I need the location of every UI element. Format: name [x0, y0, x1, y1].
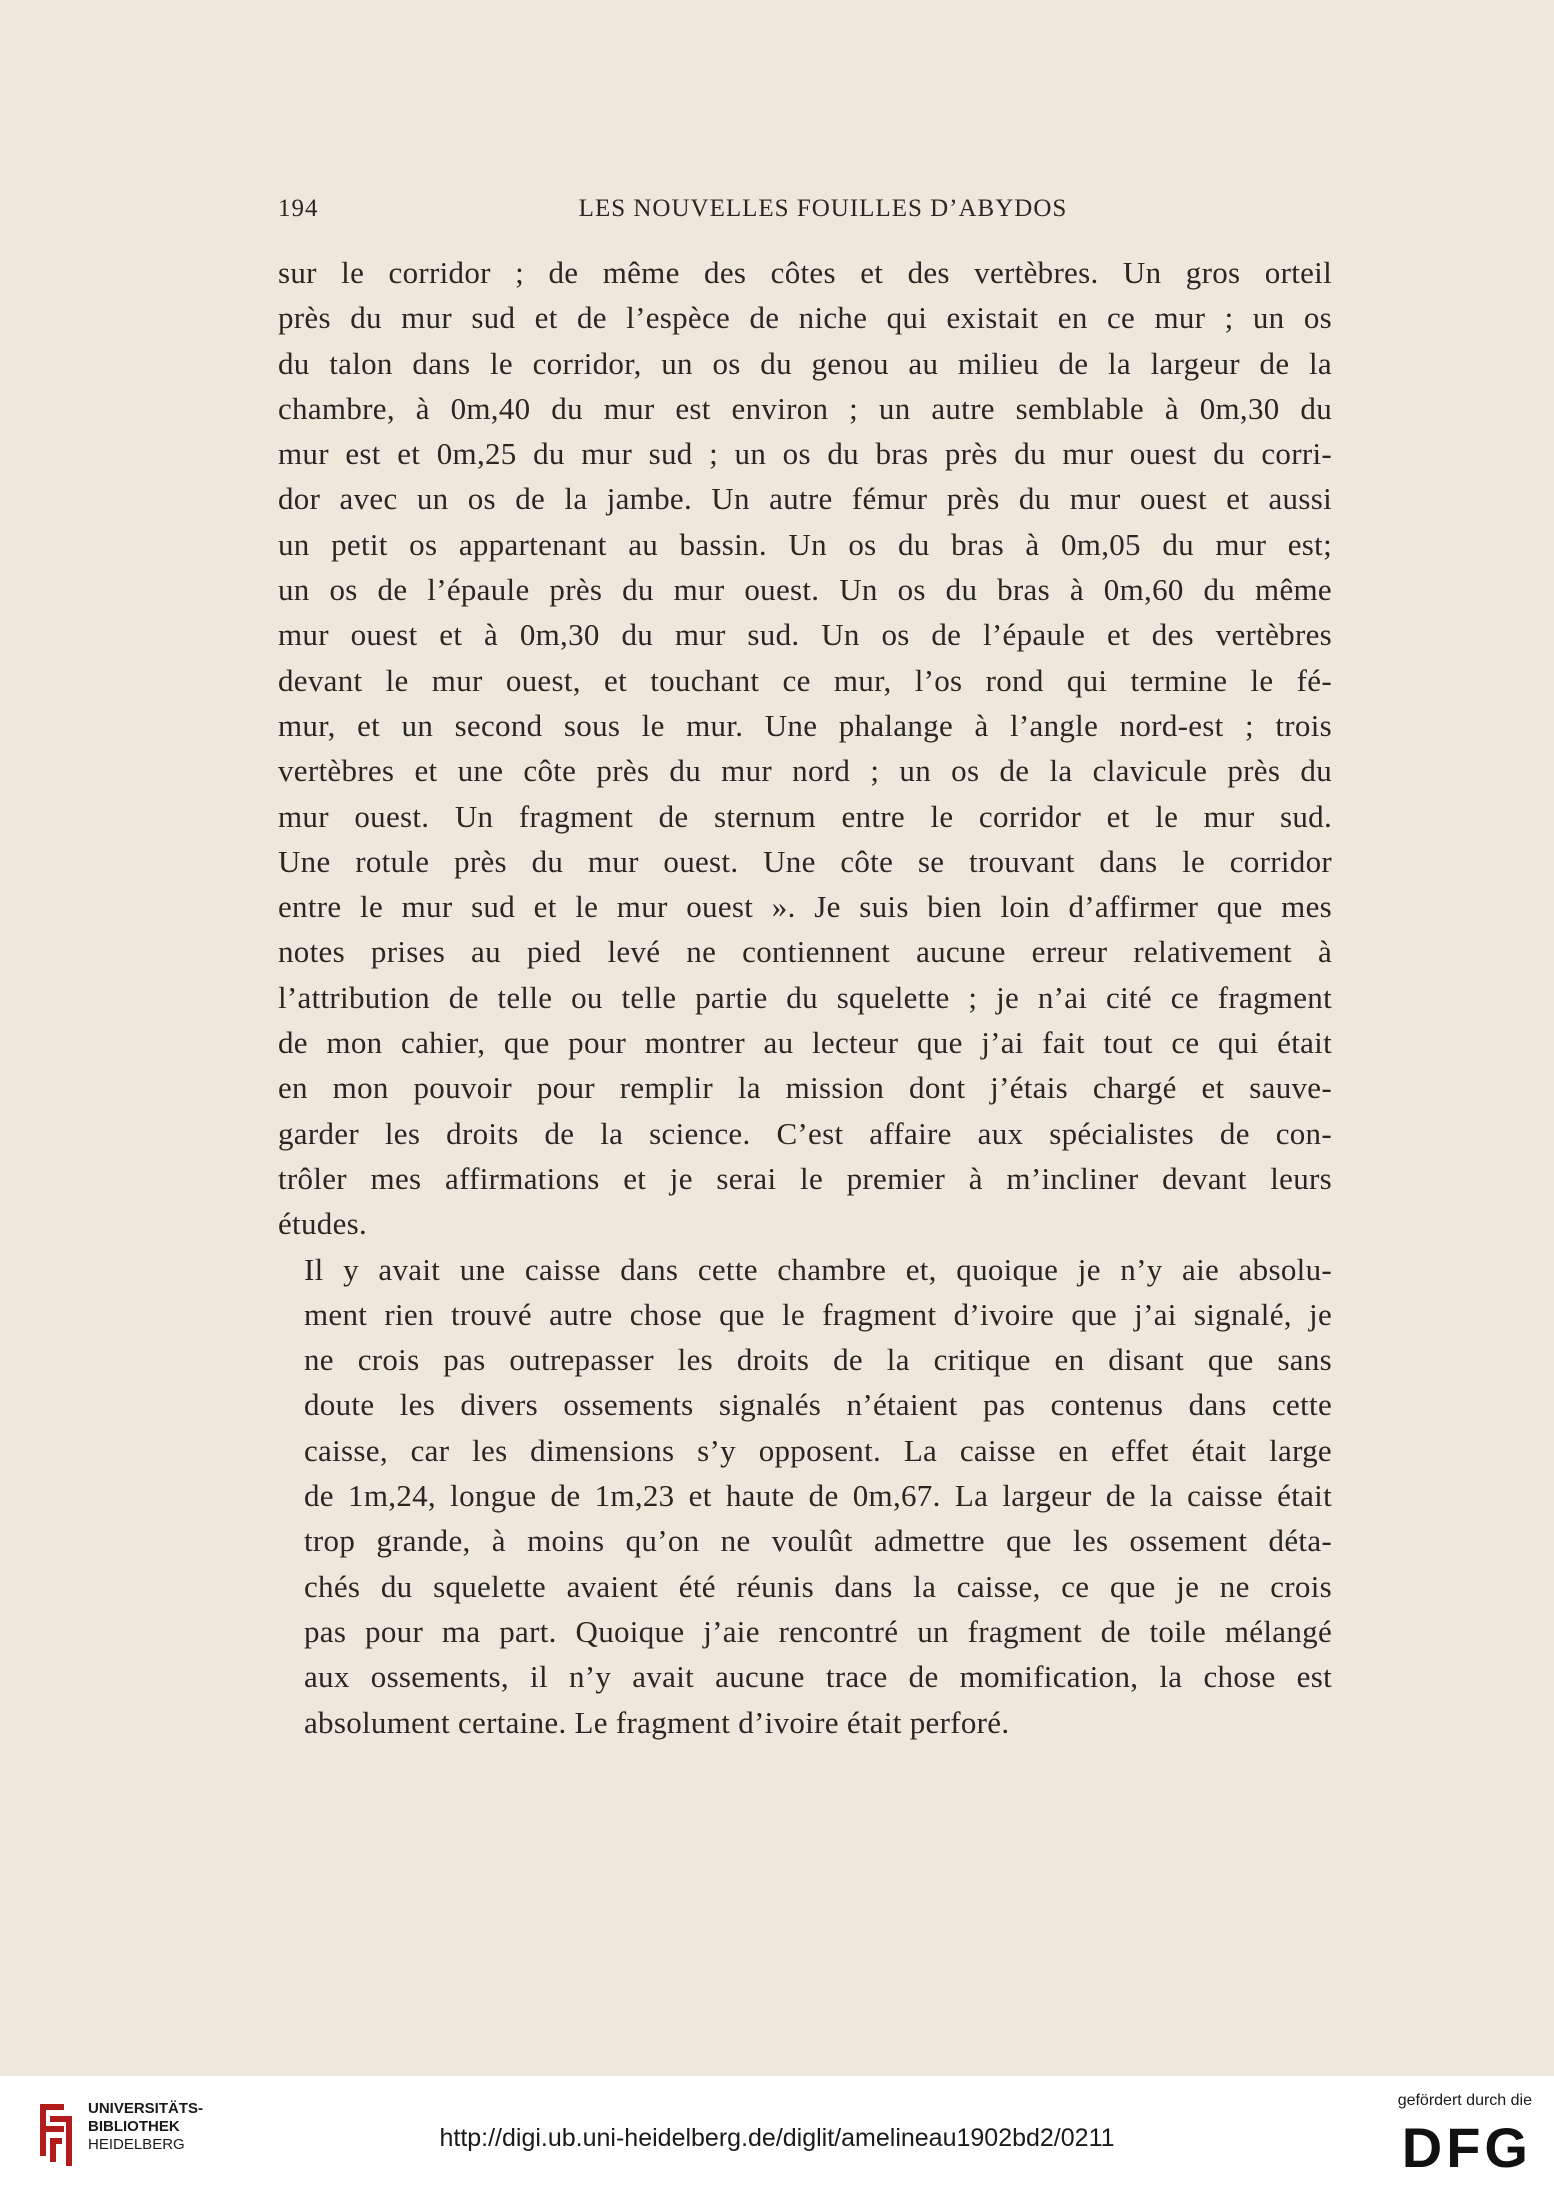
- text-line: aux ossements, il n’y avait aucune trace de momification, la chose est: [304, 1659, 1332, 1695]
- text-line: de mon cahier, que pour montrer au lecteur que j’ai fait tout ce qui était: [278, 1025, 1332, 1061]
- library-name-line: HEIDELBERG: [88, 2136, 185, 2153]
- text-line: Une rotule près du mur ouest. Une côte se trouvant dans le corridor: [278, 843, 1332, 879]
- text-line: un os de l’épaule près du mur ouest. Un os du bras à 0m,60 du même: [278, 572, 1332, 608]
- text-line: entre le mur sud et le mur ouest ». Je suis bien loin d’affirmer que mes: [278, 889, 1332, 925]
- text-line: devant le mur ouest, et touchant ce mur, l’os rond qui termine le fé-: [278, 662, 1332, 698]
- text-line: près du mur sud et de l’espèce de niche qui existait en ce mur ; un os: [278, 300, 1332, 336]
- text-line: mur ouest et à 0m,30 du mur sud. Un os de l’épaule et des vertèbres: [278, 617, 1332, 653]
- footer-bar: [0, 2076, 1554, 2186]
- library-name-line: UNIVERSITÄTS-: [88, 2100, 204, 2117]
- text-line: mur est et 0m,25 du mur sud ; un os du bras près du mur ouest du corri-: [278, 436, 1332, 472]
- text-line: trop grande, à moins qu’on ne voulût admettre que les ossement déta-: [304, 1523, 1332, 1559]
- text-line: notes prises au pied levé ne contiennent aucune erreur relativement à: [278, 934, 1332, 970]
- paragraph: [278, 250, 1332, 1247]
- text-line: mur ouest. Un fragment de sternum entre le corridor et le mur sud.: [278, 798, 1332, 834]
- text-line: garder les droits de la science. C’est affaire aux spécialistes de con-: [278, 1115, 1332, 1151]
- text-line: ment rien trouvé autre chose que le fragment d’ivoire que j’ai signalé, je: [304, 1296, 1332, 1332]
- text-line: absolument certaine. Le fragment d’ivoire était perforé.: [304, 1704, 1010, 1740]
- text-line: sur le corridor ; de même des côtes et des vertèbres. Un gros orteil: [278, 255, 1332, 290]
- text-line: mur, et un second sous le mur. Une phalange à l’angle nord-est ; trois: [278, 707, 1332, 743]
- text-line: caisse, car les dimensions s’y opposent. La caisse en effet était large: [304, 1432, 1332, 1468]
- text-line: études.: [278, 1206, 368, 1242]
- text-line: doute les divers ossements signalés n’étaient pas contenus dans cette: [304, 1387, 1332, 1423]
- text-line: un petit os appartenant au bassin. Un os du bras à 0m,05 du mur est;: [278, 526, 1332, 562]
- body-text: [278, 250, 1332, 1745]
- text-line: du talon dans le corridor, un os du genou au milieu de la largeur de la: [278, 345, 1332, 381]
- funding-caption: gefördert durch die: [1397, 2092, 1532, 2109]
- text-line: vertèbres et une côte près du mur nord ; un os de la clavicule près du: [278, 753, 1332, 789]
- dfg-logo: DFG: [1401, 2116, 1532, 2179]
- text-line: dor avec un os de la jambe. Un autre fémur près du mur ouest et aussi: [278, 481, 1332, 517]
- text-line: trôler mes affirmations et je serai le premier à m’incliner devant leurs: [278, 1160, 1332, 1196]
- text-line: Il y avait une caisse dans cette chambre et, quoique je n’y aie absolu-: [304, 1251, 1332, 1287]
- page-number: 194: [278, 195, 319, 222]
- text-line: pas pour ma part. Quoique j’aie rencontré un fragment de toile mélangé: [304, 1613, 1332, 1649]
- text-line: de 1m,24, longue de 1m,23 et haute de 0m,67. La largeur de la caisse était: [304, 1478, 1332, 1514]
- text-line: chés du squelette avaient été réunis dans la caisse, ce que je ne crois: [304, 1568, 1332, 1604]
- library-name-line: BIBLIOTHEK: [88, 2118, 180, 2135]
- text-line: l’attribution de telle ou telle partie du squelette ; je n’ai cité ce fragment: [278, 979, 1332, 1015]
- text-line: ne crois pas outrepasser les droits de la critique en disant que sans: [304, 1342, 1332, 1378]
- permalink-url[interactable]: http://digi.ub.uni-heidelberg.de/diglit/amelineau1902bd2/0211: [439, 2124, 1115, 2152]
- text-line: en mon pouvoir pour remplir la mission dont j’étais chargé et sauve-: [278, 1070, 1332, 1106]
- text-line: chambre, à 0m,40 du mur est environ ; un autre semblable à 0m,30 du: [278, 390, 1332, 426]
- paragraph: [278, 1247, 1332, 1745]
- running-title: LES NOUVELLES FOUILLES D’ABYDOS: [578, 195, 1068, 222]
